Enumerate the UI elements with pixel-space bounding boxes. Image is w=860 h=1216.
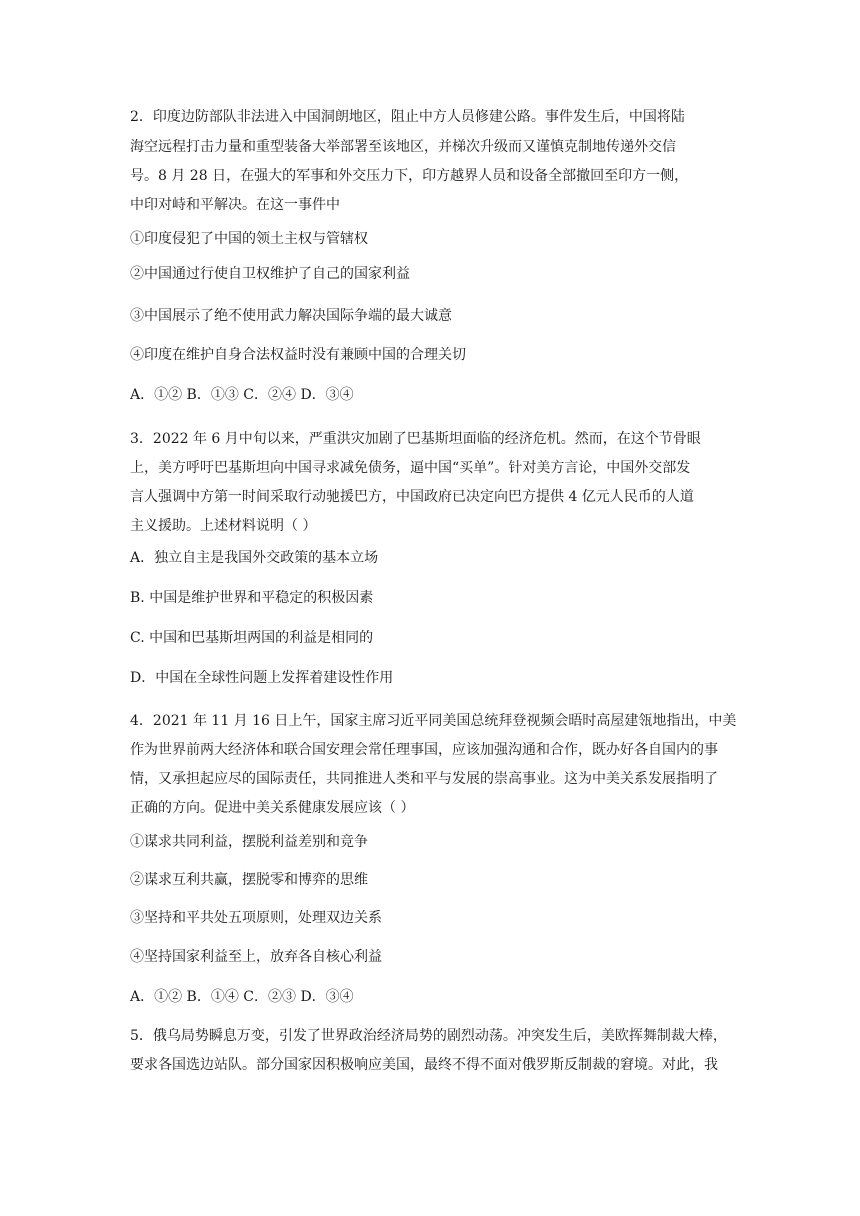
- q2-stem-line-3: 号。8 月 28 日，在强大的军事和外交压力下，印方越界人员和设备全部撤回至印方一侧，: [130, 168, 689, 184]
- q5-stem-line-1: 5．俄乌局势瞬息万变，引发了世界政治经济局势的剧烈动荡。冲突发生后，美欧挥舞制裁大棒，: [130, 1028, 727, 1044]
- q2-statement-1: ①印度侵犯了中国的领土主权与管辖权: [130, 231, 368, 247]
- q2-stem-line-1: 2．印度边防部队非法进入中国洞朗地区，阻止中方人员修建公路。事件发生后，中国将陆: [130, 109, 685, 125]
- q4-stem-line-3: 情，又承担起应尽的国际责任，共同推进人类和平与发展的崇高事业。这为中美关系发展指明了: [130, 771, 718, 787]
- q2-stem-line-4: 中印对峙和平解决。在这一事件中: [130, 197, 340, 213]
- q3-option-a: A．独立自主是我国外交政策的基本立场: [130, 550, 379, 566]
- q4-statement-3: ③坚持和平共处五项原则，处理双边关系: [130, 910, 382, 926]
- q3-stem-line-3: 言人强调中方第一时间采取行动驰援巴方，中国政府已决定向巴方提供 4 亿元人民币的人道: [130, 489, 694, 505]
- q3-stem-line-4: 主义援助。上述材料说明（ ）: [130, 518, 317, 534]
- q3-stem-line-1: 3．2022 年 6 月中旬以来，严重洪灾加剧了巴基斯坦面临的经济危机。然而，在这个节骨眼: [130, 431, 701, 447]
- q2-statement-2: ②中国通过行使自卫权维护了自己的国家利益: [130, 266, 410, 282]
- q4-stem-line-1: 4．2021 年 11 月 16 日上午，国家主席习近平同美国总统拜登视频会晤时高屋建瓴地指出，中美: [130, 713, 737, 729]
- q2-choices: A．①② B．①③ C．②④ D．③④: [130, 387, 354, 403]
- q4-choices: A．①② B．①④ C．②③ D．③④: [130, 989, 354, 1005]
- q3-option-c: C. 中国和巴基斯坦两国的利益是相同的: [130, 630, 374, 646]
- q5-stem-line-2: 要求各国选边站队。部分国家因积极响应美国，最终不得不面对俄罗斯反制裁的窘境。对此，我: [130, 1057, 718, 1073]
- q2-statement-3: ③中国展示了绝不使用武力解决国际争端的最大诚意: [130, 308, 452, 324]
- q3-option-b: B. 中国是维护世界和平稳定的积极因素: [130, 590, 374, 606]
- q3-option-d: D．中国在全球性问题上发挥着建设性作用: [130, 670, 394, 686]
- q2-statement-4: ④印度在维护自身合法权益时没有兼顾中国的合理关切: [130, 347, 466, 363]
- q4-stem-line-4: 正确的方向。促进中美关系健康发展应该（ ）: [130, 800, 415, 816]
- q4-statement-2: ②谋求互利共赢，摆脱零和博弈的思维: [130, 872, 368, 888]
- q2-stem-line-2: 海空远程打击力量和重型装备大举部署至该地区，并梯次升级而又谨慎克制地传递外交信: [130, 139, 676, 155]
- q4-stem-line-2: 作为世界前两大经济体和联合国安理会常任理事国，应该加强沟通和合作，既办好各自国内的事: [130, 742, 718, 758]
- q4-statement-4: ④坚持国家利益至上，放弃各自核心利益: [130, 949, 382, 965]
- q3-stem-line-2: 上，美方呼吁巴基斯坦向中国寻求减免债务，逼中国“买单”。针对美方言论，中国外交部发: [130, 460, 691, 476]
- q4-statement-1: ①谋求共同利益，摆脱利益差别和竞争: [130, 834, 368, 850]
